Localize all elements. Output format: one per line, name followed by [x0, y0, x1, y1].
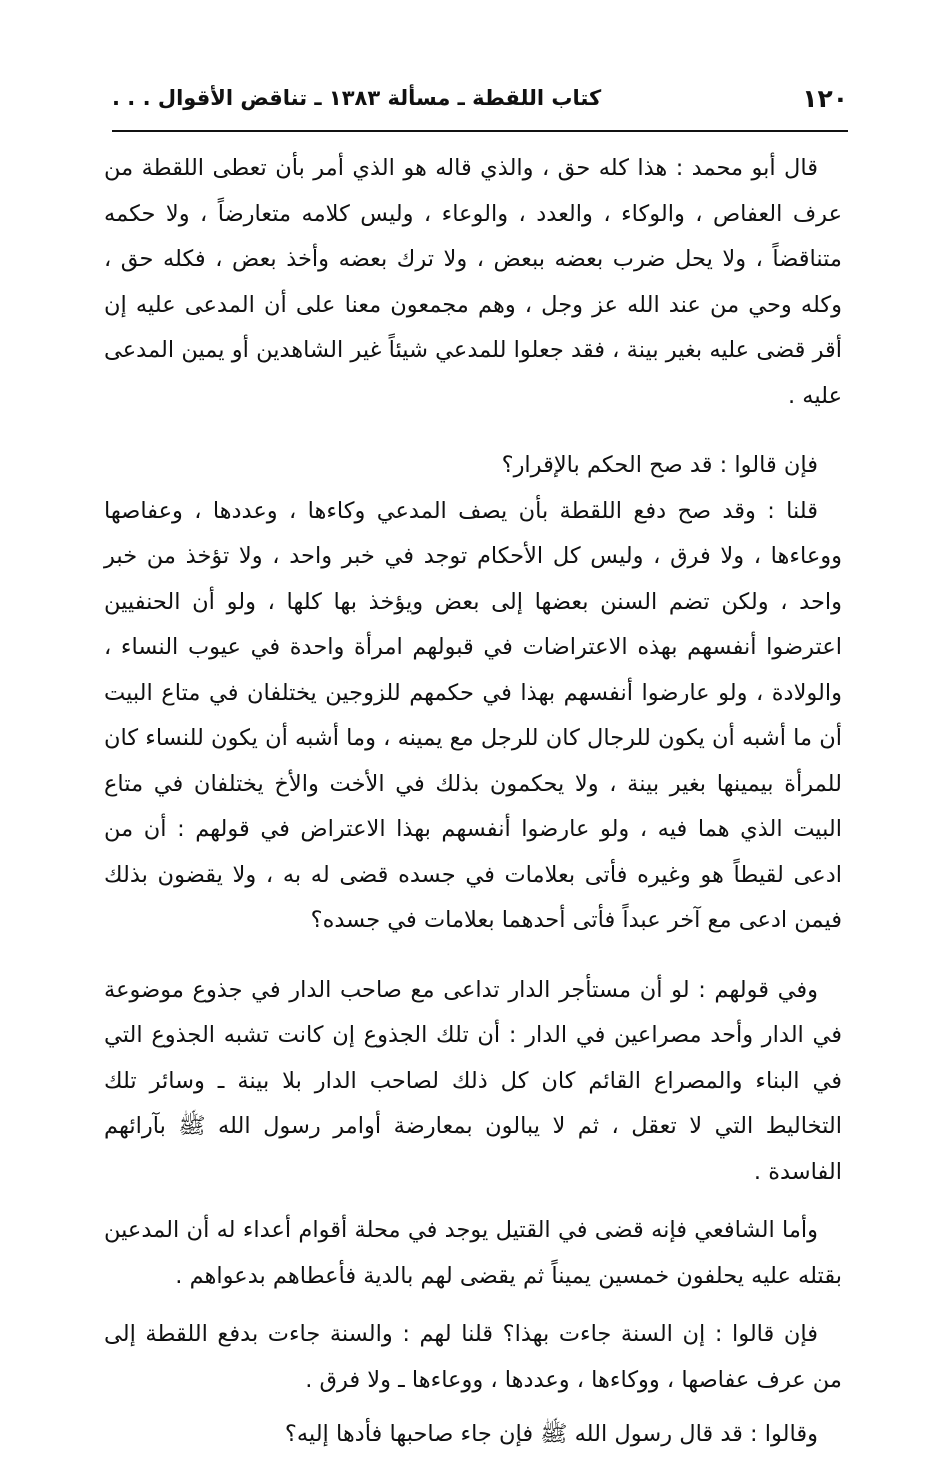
header-rule [112, 130, 848, 132]
paragraph-objection-iqrar: فإن قالوا : قد صح الحكم بالإقرار؟ [501, 452, 818, 478]
paragraph-abu-muhammad: قال أبو محمد : هذا كله حق ، والذي قاله هو الذي أمر بأن تعطى اللقطة من عرف العفاص ، والوكاء ، والعدد ، والوعاء ، وليس كلامه متعارضاً ، ولا حكمه متناقضاً ، ولا يحل ضرب بعضه ببعض ، ولا ترك بعضه وأخذ بعض ، فكله حق ، وكله وحي من عند الله عز وجل ، وهم مجمعون معنا على أن المدعى عليه إن أقر قضى عليه بغير بينة ، فقد جعلوا للمدعي شيئاً غير الشاهدين أو يمين المدعى عليه . [104, 155, 842, 409]
page-number: ١٢٠ [802, 84, 848, 113]
body-text [104, 146, 842, 1458]
paragraph-tenant-dispute: وفي قولهم : لو أن مستأجر الدار تداعى مع صاحب الدار في جذوع موضوعة في الدار وأحد مصراعين في الدار : أن تلك الجذوع إن كانت تشبه الجذوع التي في البناء والمصراع القائم كان كل ذلك لصاحب الدار بلا بينة ـ وسائر تلك التخاليط التي لا تعقل ، ثم لا يبالون بمعارضة أوامر رسول الله ﷺ بآرائهم الفاسدة . [104, 976, 842, 1185]
running-title: كتاب اللقطة ـ مسألة ١٣٨٣ ـ تناقض الأقوال . . . [112, 86, 602, 110]
page-header [112, 80, 848, 124]
paragraph-hadith-owner: وقالوا : قد قال رسول الله ﷺ فإن جاء صاحبها فأدها إليه؟ [284, 1421, 818, 1447]
paragraph-sunna-reply: فإن قالوا : إن السنة جاءت بهذا؟ قلنا لهم : والسنة جاءت بدفع اللقطة إلى من عرف عفاصها ، ووكاءها ، وعددها ، ووعاءها ـ ولا فرق . [104, 1321, 842, 1393]
paragraph-reply-luqata: قلنا : وقد صح دفع اللقطة بأن يصف المدعي وكاءها ، وعددها ، وعفاصها ووعاءها ، ولا فرق ، وليس كل الأحكام توجد في خبر واحد ، ولا تؤخذ من خبر واحد ، ولكن تضم السنن بعضها إلى بعض ويؤخذ بها كلها ، ولو أن الحنفيين اعترضوا أنفسهم بهذه الاعتراضات في قبولهم امرأة واحدة في عيوب النساء ، والولادة ، ولو عارضوا أنفسهم بهذا في حكمهم للزوجين يختلفان في متاع البيت أن ما أشبه أن يكون للرجال كان للرجل مع يمينه ، وما أشبه أن يكون للنساء كان للمرأة بيمينها بغير بينة ، ولا يحكمون بذلك في الأخت والأخ يختلفان في متاع البيت الذي هما فيه ، ولو عارضوا أنفسهم بهذا الاعتراض في قولهم : أن من ادعى لقيطاً هو وغيره فأتى بعلامات في جسده قضى له به ، ولا يقضون بذلك فيمن ادعى مع آخر عبداً فأتى أحدهما بعلامات في جسده؟ [104, 497, 842, 933]
paragraph-shafii-qasama: وأما الشافعي فإنه قضى في القتيل يوجد في محلة أقوام أعداء له أن المدعين بقتله عليه يحلفون خمسين يميناً ثم يقضى لهم بالدية فأعطاهم بدعواهم . [104, 1217, 842, 1289]
